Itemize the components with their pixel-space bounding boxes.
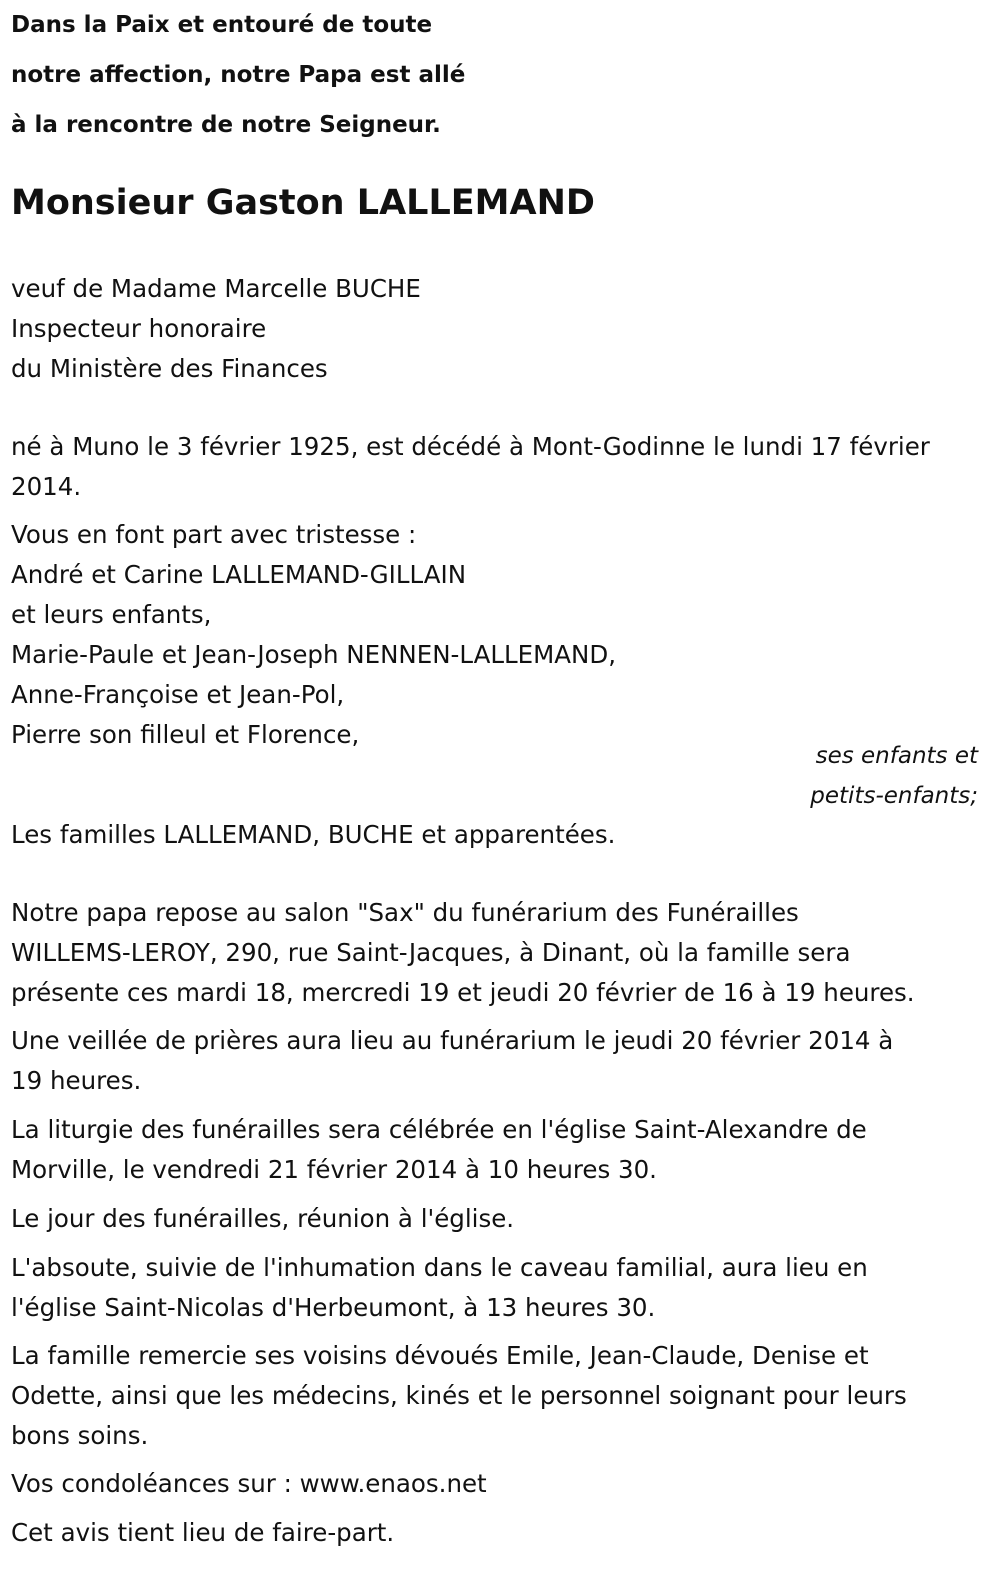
text-line: 19 heures. (11, 1066, 142, 1095)
title-line: Inspecteur honoraire (11, 314, 267, 343)
text-line: 2014. (11, 472, 82, 501)
text-line: présente ces mardi 18, mercredi 19 et jeudi 20 février de 16 à 19 heures. (11, 978, 915, 1007)
text-line: bons soins. (11, 1421, 149, 1450)
intro-line: à la rencontre de notre Seigneur. (11, 112, 441, 138)
intro-line: Dans la Paix et entouré de toute (11, 12, 433, 38)
family-role (810, 736, 978, 816)
families: Les familles LALLEMAND, BUCHE et apparentées. (11, 820, 616, 849)
text-line: La liturgie des funérailles sera célébrée en l'église Saint-Alexandre de (11, 1115, 867, 1144)
family-list (11, 515, 616, 755)
intro-line: notre affection, notre Papa est allé (11, 62, 466, 88)
text-line: L'absoute, suivie de l'inhumation dans le caveau familial, aura lieu en (11, 1253, 868, 1282)
meeting-info: Le jour des funérailles, réunion à l'église. (11, 1204, 515, 1233)
liturgy-info (11, 1110, 867, 1190)
title-line: du Ministère des Finances (11, 354, 328, 383)
family-line: et leurs enfants, (11, 600, 212, 629)
role-line: ses enfants et (815, 743, 978, 769)
birth-death (11, 427, 930, 507)
family-line: Vous en font part avec tristesse : (11, 520, 417, 549)
text-line: né à Muno le 3 février 1925, est décédé à Mont-Godinne le lundi 17 février (11, 432, 930, 461)
thanks (11, 1336, 907, 1456)
notice: Cet avis tient lieu de faire-part. (11, 1518, 395, 1547)
condolences: Vos condoléances sur : www.enaos.net (11, 1469, 487, 1498)
deceased-name: Monsieur Gaston LALLEMAND (11, 183, 595, 223)
text-line: WILLEMS-LEROY, 290, rue Saint-Jacques, à Dinant, où la famille sera (11, 938, 851, 967)
role-line: petits-enfants; (810, 783, 978, 809)
text-line: Odette, ainsi que les médecins, kinés et le personnel soignant pour leurs (11, 1381, 907, 1410)
family-line: Pierre son filleul et Florence, (11, 720, 360, 749)
text-line: La famille remercie ses voisins dévoués Emile, Jean-Claude, Denise et (11, 1341, 869, 1370)
family-line: Anne-Françoise et Jean-Pol, (11, 680, 345, 709)
absolution-info (11, 1248, 868, 1328)
text-line: Une veillée de prières aura lieu au funérarium le jeudi 20 février 2014 à (11, 1026, 894, 1055)
text-line: Notre papa repose au salon "Sax" du funérarium des Funérailles (11, 898, 799, 927)
titles (11, 269, 421, 389)
vigil-info (11, 1021, 893, 1101)
family-line: André et Carine LALLEMAND-GILLAIN (11, 560, 467, 589)
title-line: veuf de Madame Marcelle BUCHE (11, 274, 421, 303)
rest-info (11, 893, 915, 1013)
text-line: l'église Saint-Nicolas d'Herbeumont, à 13 heures 30. (11, 1293, 656, 1322)
family-line: Marie-Paule et Jean-Joseph NENNEN-LALLEMAND, (11, 640, 616, 669)
intro-text (11, 0, 465, 150)
text-line: Morville, le vendredi 21 février 2014 à 10 heures 30. (11, 1155, 657, 1184)
